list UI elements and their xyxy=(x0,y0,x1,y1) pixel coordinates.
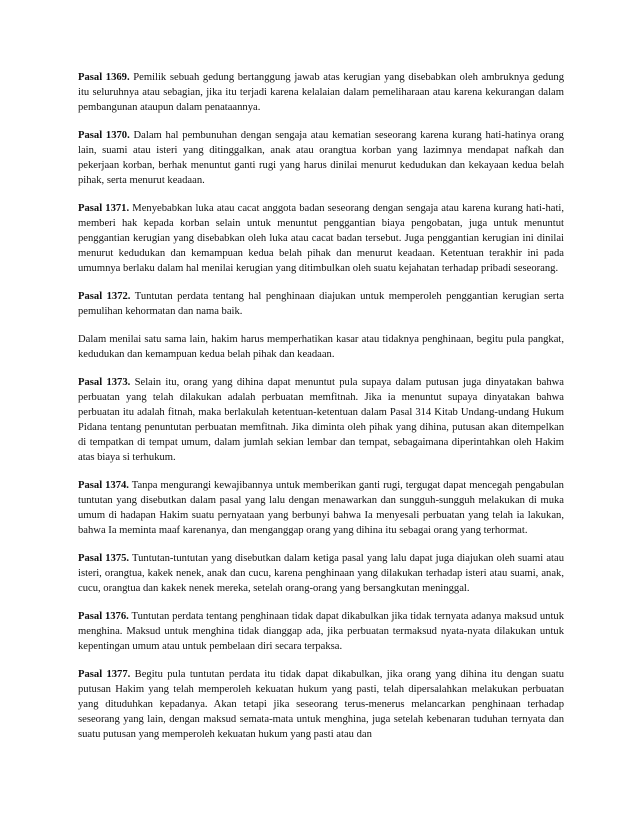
article-label: Pasal 1375. xyxy=(78,553,130,564)
article-text: Tuntutan-tuntutan yang disebutkan dalam ketiga pasal yang lalu dapat juga diajukan oleh suami atau isteri, orangtua, kakek nenek, anak dan cucu, karena penghinaan yang dilakukan terhadap isteri atau suami, anak, cucu, orangtua dan kakek nenek mereka, setelah orang-orang yang bersangkutan meninggal. xyxy=(78,553,564,594)
article-text: Tuntutan perdata tentang penghinaan tidak dapat dikabulkan jika tidak ternyata adanya maksud untuk menghina. Maksud untuk menghina tidak dianggap ada, jika perbuatan termaksud nyata-nyata dilakukan untuk kepentingan umum atau untuk pembelaan diri secara terpaksa. xyxy=(78,611,564,652)
document-page xyxy=(78,70,564,755)
article-label: Pasal 1371. xyxy=(78,203,130,214)
paragraph-pasal-1377 xyxy=(78,667,564,742)
paragraph-pasal-1369 xyxy=(78,70,564,115)
paragraph-pasal-1374 xyxy=(78,478,564,538)
article-label: Pasal 1373. xyxy=(78,377,131,388)
article-text: Tanpa mengurangi kewajibannya untuk memberikan ganti rugi, tergugat dapat mencegah pengabulan tuntutan yang disebutkan dalam pasal yang lalu dengan menawarkan dan sungguh-sungguh melakukan di muka umum di hadapan Hakim suatu pernyataan yang berbunyi bahwa Ia menyesali perbuatan yang telah ia lakukan, bahwa Ia meminta maaf karenanya, dan menganggap orang yang dihina itu sebagai orang yang terhormat. xyxy=(78,480,564,536)
article-text: Tuntutan perdata tentang hal penghinaan diajukan untuk memperoleh penggantian kerugian serta pemulihan kehormatan dan nama baik. xyxy=(78,291,564,317)
paragraph-pasal-1376 xyxy=(78,609,564,654)
article-label: Pasal 1369. xyxy=(78,72,130,83)
paragraph-pasal-1375 xyxy=(78,551,564,596)
paragraph-pasal-1371 xyxy=(78,201,564,276)
article-text: Dalam hal pembunuhan dengan sengaja atau kematian seseorang karena kurang hati-hatinya orang lain, suami atau isteri yang ditinggalkan, anak atau orangtua korban yang lazimnya mendapat nafkah dan pekerjaan korban, berhak menuntut ganti rugi yang harus dinilai menurut kedudukan dan kekayaan kedua belah pihak, serta menurut keadaan. xyxy=(78,130,564,186)
paragraph-pasal-1373 xyxy=(78,375,564,465)
article-text: Pemilik sebuah gedung bertanggung jawab atas kerugian yang disebabkan oleh ambruknya gedung itu seluruhnya atau sebagian, jika itu terjadi karena kelalaian dalam pemeliharaan atau karena kekurangan dalam pembangunan ataupun dalam penataannya. xyxy=(78,72,564,113)
article-label: Pasal 1377. xyxy=(78,669,131,680)
article-label: Pasal 1374. xyxy=(78,480,129,491)
article-label: Pasal 1372. xyxy=(78,291,131,302)
paragraph-pasal-1372-continued xyxy=(78,332,564,362)
article-label: Pasal 1370. xyxy=(78,130,130,141)
paragraph-pasal-1370 xyxy=(78,128,564,188)
article-text: Dalam menilai satu sama lain, hakim harus memperhatikan kasar atau tidaknya penghinaan, begitu pula pangkat, kedudukan dan kemampuan kedua belah pihak dan keadaan. xyxy=(78,334,564,360)
article-label: Pasal 1376. xyxy=(78,611,129,622)
article-text: Selain itu, orang yang dihina dapat menuntut pula supaya dalam putusan juga dinyatakan bahwa perbuatan yang telah dilakukan adalah perbuatan memfitnah. Jika ia menuntut supaya dinyatakan bahwa perbuatan itu adalah fitnah, maka berlakulah ketentuan-ketentuan dalam Pasal 314 Kitab Undang-undang Hukum Pidana tentang penuntutan perbuatan memfitnah. Jika diminta oleh pihak yang dihina, putusan akan ditempelkan di tempatkan di tempat umum, dalam jumlah sekian lembar dan tempat, sebagaimana diperintahkan oleh Hakim atas biaya si terhukum. xyxy=(78,377,564,463)
article-text: Menyebabkan luka atau cacat anggota badan seseorang dengan sengaja atau karena kurang hati-hati, memberi hak kepada korban selain untuk menuntut penggantian biaya pengobatan, juga untuk menuntut penggantian kerugian yang disebabkan oleh luka atau cacat badan tersebut. Juga penggantian kerugian ini dinilai menurut kedudukan dan kemampuan kedua belah pihak dan menurut keadaan. Ketentuan terakhir ini pada umumnya berlaku dalam hal menilai kerugian yang ditimbulkan oleh suatu kejahatan terhadap pribadi seseorang. xyxy=(78,203,564,274)
paragraph-pasal-1372 xyxy=(78,289,564,319)
article-text: Begitu pula tuntutan perdata itu tidak dapat dikabulkan, jika orang yang dihina itu dengan suatu putusan Hakim yang telah memperoleh kekuatan hukum yang pasti, telah dipersalahkan melakukan perbuatan yang dituduhkan kepadanya. Akan tetapi jika seseorang terus-menerus melancarkan penghinaan terhadap seseorang yang lain, dengan maksud semata-mata untuk menghina, juga setelah kebenaran tuduhan ternyata dan suatu putusan yang memperoleh kekuatan hukum yang pasti atau dan xyxy=(78,669,564,740)
